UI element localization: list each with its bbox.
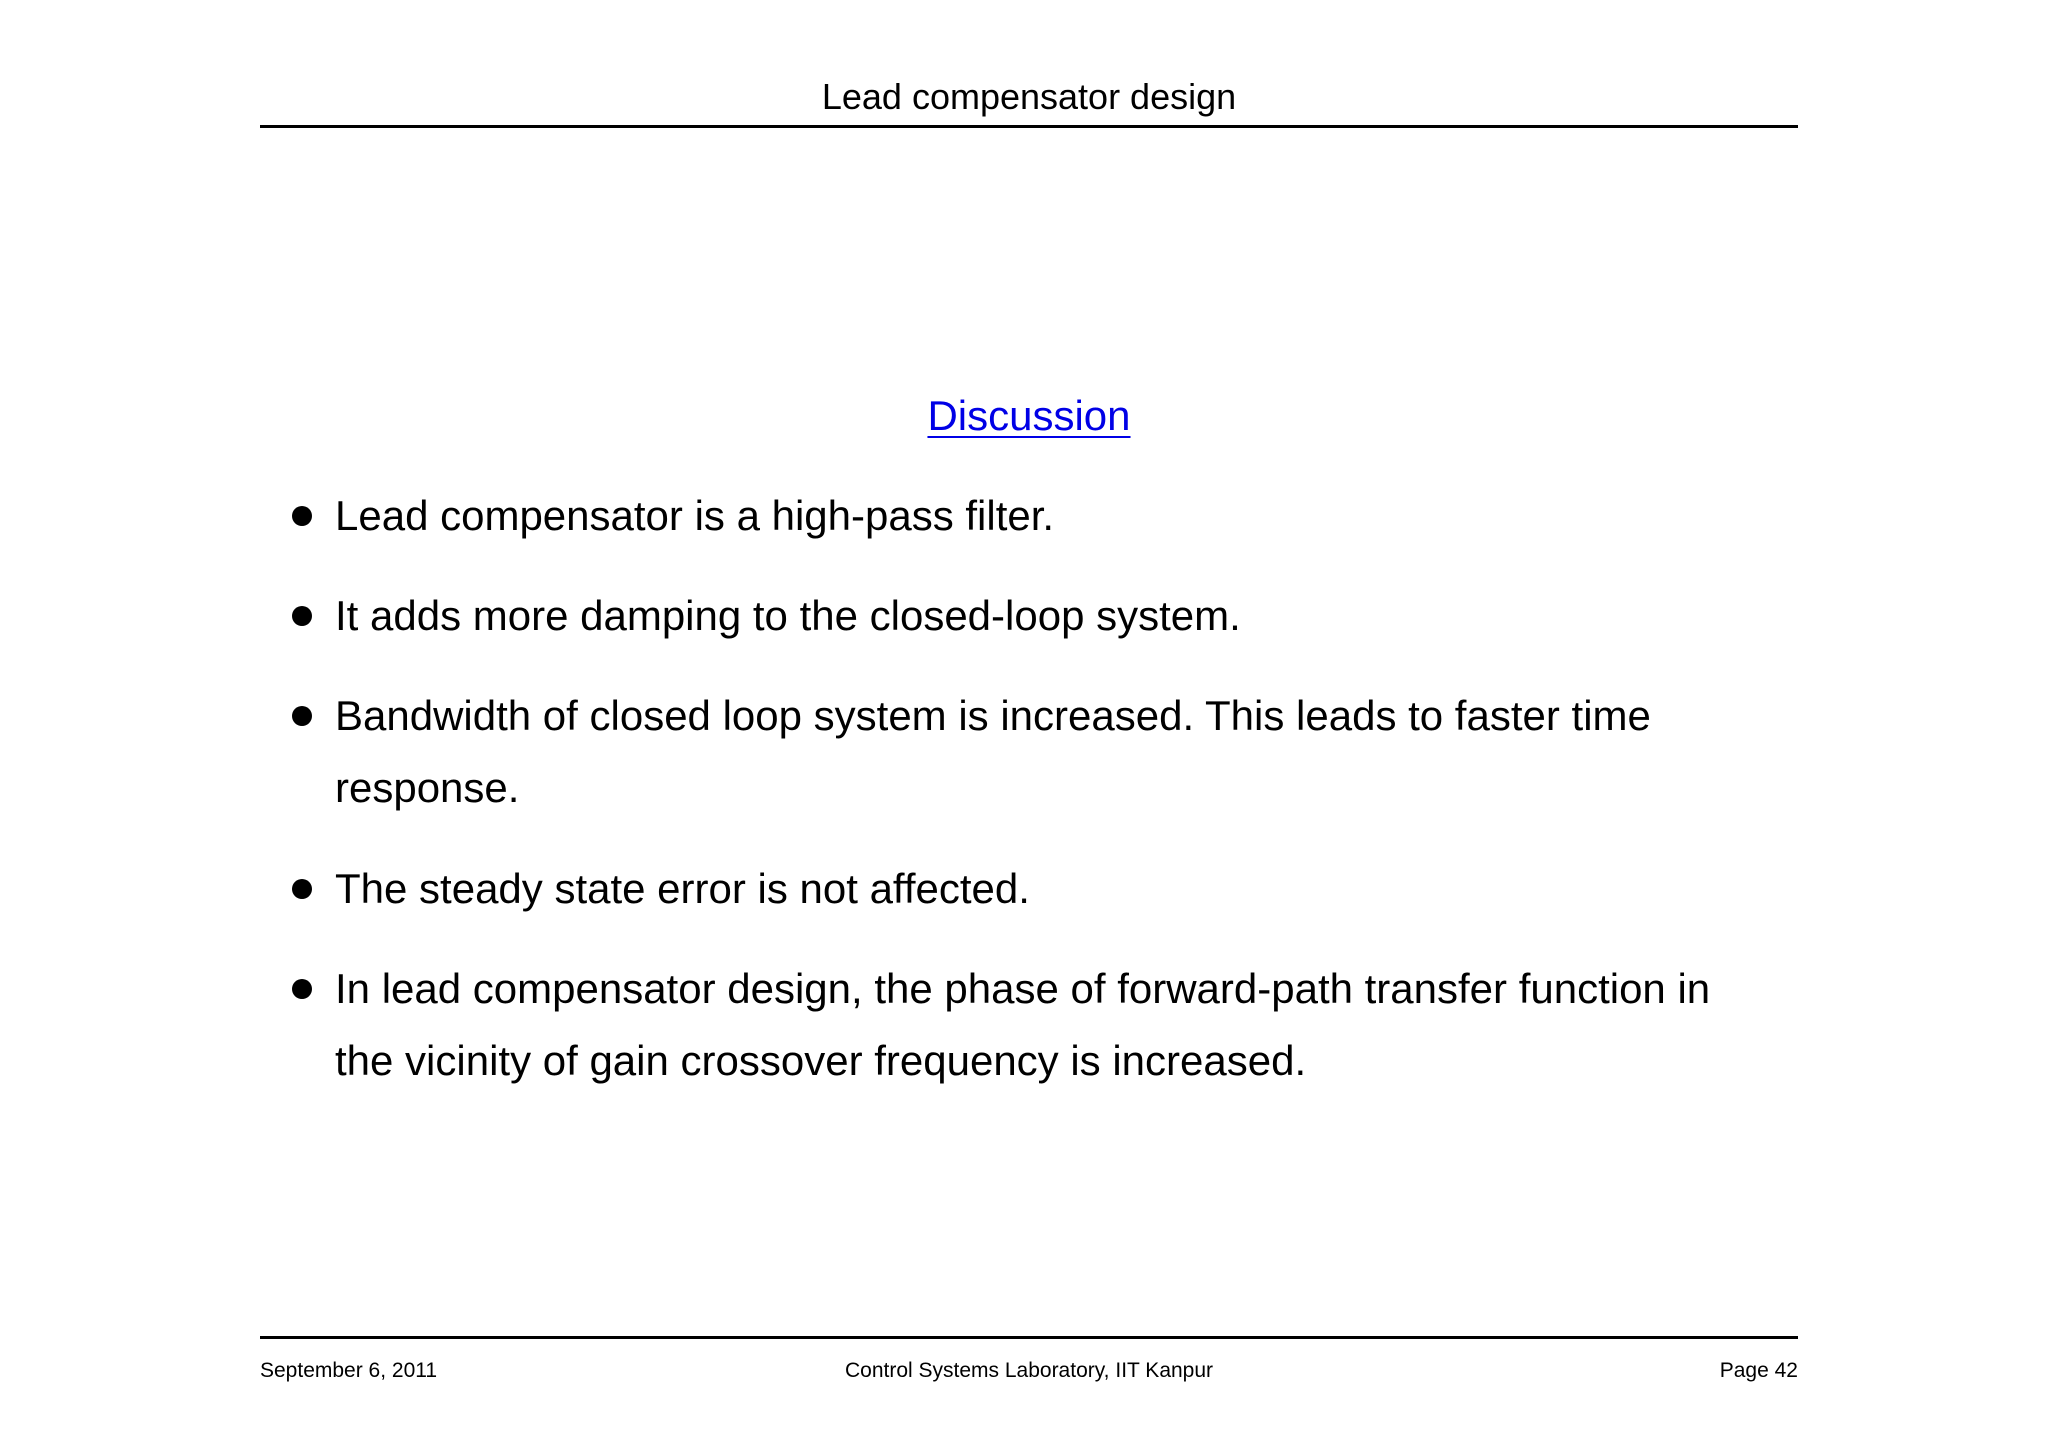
bullet-text: It adds more damping to the closed-loop system. xyxy=(335,592,1241,639)
footer-organization: Control Systems Laboratory, IIT Kanpur xyxy=(844,1359,1214,1382)
bullet-icon xyxy=(292,606,312,626)
section-heading xyxy=(260,389,1798,443)
header-divider xyxy=(260,125,1798,128)
bullet-text: In lead compensator design, the phase of forward-path transfer function in the vicinity of gain crossover frequency is increased. xyxy=(335,965,1711,1084)
footer-divider xyxy=(260,1336,1798,1339)
page-number: Page 42 xyxy=(1719,1359,1798,1382)
list-item xyxy=(290,953,1790,1097)
slide-title: Lead compensator design xyxy=(821,76,1237,117)
bullet-text: Lead compensator is a high-pass filter. xyxy=(335,492,1055,539)
list-item xyxy=(290,680,1790,824)
footer-date: September 6, 2011 xyxy=(260,1359,438,1382)
list-item xyxy=(290,853,1790,925)
list-item xyxy=(290,580,1790,652)
list-item xyxy=(290,480,1790,552)
bullet-text: The steady state error is not affected. xyxy=(335,865,1030,912)
slide-footer xyxy=(260,1356,1798,1386)
bullet-icon xyxy=(292,706,312,726)
bullet-text: Bandwidth of closed loop system is increased. This leads to faster time response. xyxy=(335,692,1651,811)
bullet-icon xyxy=(292,979,312,999)
discussion-link[interactable]: Discussion xyxy=(927,392,1131,439)
bullet-icon xyxy=(292,879,312,899)
bullet-icon xyxy=(292,506,312,526)
